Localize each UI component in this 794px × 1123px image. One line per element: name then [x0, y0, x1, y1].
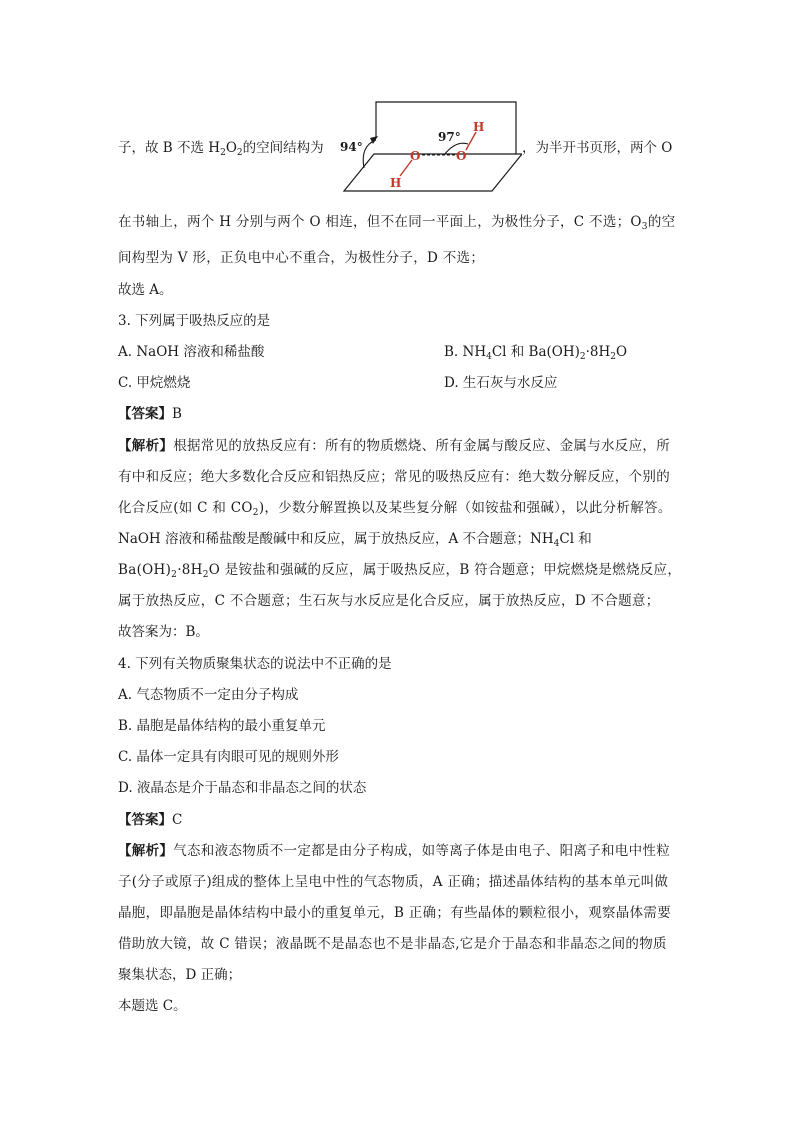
q3-analysis-4: NaOH 溶液和稀盐酸是酸碱中和反应，属于放热反应，A 不合题意；$NH_4Cl$ 和: [118, 531, 592, 549]
q3-analysis-2: 有中和反应；绝大多数化合反应和铝热反应；常见的吸热反应有：绝大数分解反应，个别的: [118, 469, 670, 485]
intro-line-4: 故选 A。: [118, 282, 173, 298]
intro-text-mid: 的空间结构为: [242, 140, 324, 156]
q4-analysis-3: 晶胞，即晶胞是晶体结构中最小的重复单元，B 正确；有些晶体的颗粒很小，观察晶体需要: [118, 905, 672, 921]
q4-option-d: D. 液晶态是介于晶态和非晶态之间的状态: [118, 780, 367, 796]
atom-o-right: O: [456, 149, 467, 163]
q4-option-c: C. 晶体一定具有肉眼可见的规则外形: [118, 749, 339, 765]
h2o2-structure-figure: [340, 100, 522, 196]
q4-answer: 【答案】C: [118, 812, 183, 828]
q3-option-a: A. NaOH 溶液和稀盐酸: [118, 344, 265, 360]
q3-option-d: D. 生石灰与水反应: [444, 375, 558, 391]
atom-o-left: O: [410, 149, 421, 163]
angle-94-label: 94°: [340, 140, 363, 154]
q3-analysis-6: 属于放热反应，C 不合题意；生石灰与水反应是化合反应，属于放热反应，D 不合题意；: [118, 593, 660, 609]
q3-answer: 【答案】B: [118, 406, 182, 422]
q3-analysis-3: 化合反应(如 C 和 $CO_2$)，少数分解置换以及某些复分解（如铵盐和强碱），以此分析解答。: [118, 500, 672, 518]
formula-h2o2: $H_2O_2$: [208, 140, 243, 158]
q4-analysis-5: 聚集状态，D 正确；: [118, 967, 242, 983]
q3-stem: 3. 下列属于吸热反应的是: [118, 313, 271, 329]
intro-text: 子，故 B 不选: [118, 140, 209, 156]
q4-option-b: B. 晶胞是晶体结构的最小重复单元: [118, 718, 326, 734]
intro-line-3: 间构型为 V 形，正负电中心不重合，为极性分子，D 不选；: [118, 250, 485, 266]
intro-text-tail: ，为半开书页形，两个 O: [522, 140, 673, 156]
q3-analysis-7: 故答案为：B。: [118, 624, 209, 640]
q3-option-b: B. $NH_4Cl$ 和 $Ba(OH)_2\cdot 8H_2O$: [444, 344, 628, 362]
intro-line-1: [118, 138, 324, 158]
q4-stem: 4. 下列有关物质聚集状态的说法中不正确的是: [118, 656, 392, 672]
angle-97-label: 97°: [438, 130, 461, 144]
atom-h-top: H: [473, 120, 485, 134]
q4-analysis-6: 本题选 C。: [118, 998, 187, 1014]
q4-analysis-2: 子(分子或原子)组成的整体上呈电中性的气态物质，A 正确；描述晶体结构的基本单元叫做: [118, 874, 669, 890]
q3-option-c: C. 甲烷燃烧: [118, 375, 191, 391]
intro-line-2: 在书轴上，两个 H 分别与两个 O 相连，但不在同一平面上，为极性分子，C 不选；$O_3$的空: [118, 214, 676, 232]
q4-analysis-1: 【解析】气态和液态物质不一定都是由分子构成，如等离子体是由电子、阳离子和电中性粒: [118, 843, 671, 859]
q4-option-a: A. 气态物质不一定由分子构成: [118, 687, 299, 703]
atom-h-bottom: H: [390, 176, 402, 190]
q3-analysis-1: 【解析】根据常见的放热反应有：所有的物质燃烧、所有金属与酸反应、金属与水反应，所: [118, 438, 671, 454]
q3-analysis-5: $Ba(OH)_2\cdot 8H_2O$ 是铵盐和强碱的反应，属于吸热反应，B 符合题意；甲烷燃烧是燃烧反应，: [118, 562, 682, 580]
q4-analysis-4: 借助放大镜，故 C 错误；液晶既不是晶态也不是非晶态,它是介于晶态和非晶态之间的物质: [118, 936, 667, 952]
